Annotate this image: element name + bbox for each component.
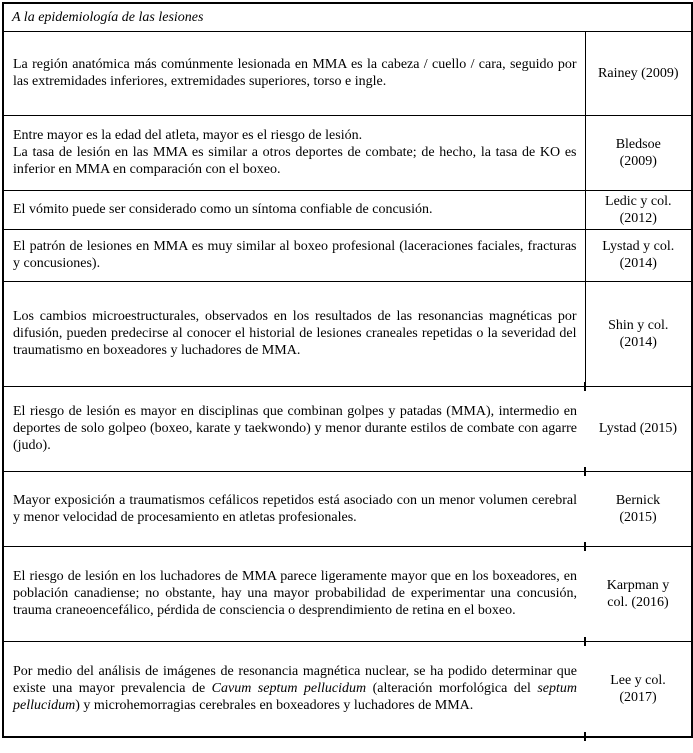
finding-text: El vómito puede ser considerado como un síntoma confiable de concusión. — [3, 190, 585, 229]
table-row — [3, 229, 692, 281]
table-section-header-row — [3, 3, 692, 31]
table-row — [3, 31, 692, 115]
reference-citation: Rainey (2009) — [585, 31, 692, 115]
reference-citation: Bledsoe (2009) — [585, 115, 692, 190]
finding-text: La región anatómica más comúnmente lesionada en MMA es la cabeza / cuello / cara, seguido por las extremidades inferiores, extremidades superiores, torso e ingle. — [3, 31, 585, 115]
finding-text: El riesgo de lesión en los luchadores de MMA parece ligeramente mayor que en los boxeadores, en población canadiense; no obstante, hay una mayor probabilidad de experimentar una concusión, trauma craneoencefálico, pérdida de consciencia o desprendimiento de retina en el boxeo. — [3, 546, 585, 641]
injury-epidemiology-table — [2, 2, 693, 738]
reference-citation: Karpman y col. (2016) — [585, 546, 692, 641]
table-row — [3, 281, 692, 386]
finding-text: Por medio del análisis de imágenes de resonancia magnética nuclear, se ha podido determinar que existe una mayor prevalencia de Cavum septum pellucidum (alteración morfológica del septum pellucidum) y microhemorragias cerebrales en boxeadores y luchadores de MMA. — [3, 641, 585, 737]
finding-text: El riesgo de lesión es mayor en disciplinas que combinan golpes y patadas (MMA), intermedio en deportes de solo golpeo (boxeo, karate y taekwondo) y menor durante estilos de combate con agarre (judo). — [3, 386, 585, 471]
reference-citation: Ledic y col. (2012) — [585, 190, 692, 229]
table-row — [3, 190, 692, 229]
reference-citation: Lee y col. (2017) — [585, 641, 692, 737]
table-row — [3, 386, 692, 471]
table-row — [3, 115, 692, 190]
finding-text: El patrón de lesiones en MMA es muy similar al boxeo profesional (laceraciones faciales, fracturas y concusiones). — [3, 229, 585, 281]
table-row — [3, 471, 692, 546]
reference-citation: Bernick (2015) — [585, 471, 692, 546]
table-row — [3, 546, 692, 641]
section-header: A la epidemiología de las lesiones — [12, 9, 204, 25]
finding-text: Mayor exposición a traumatismos cefálicos repetidos está asociado con un menor volumen cerebral y menor velocidad de procesamiento en atletas profesionales. — [3, 471, 585, 546]
table-row — [3, 641, 692, 737]
reference-citation: Shin y col. (2014) — [585, 281, 692, 386]
finding-text: Los cambios microestructurales, observados en los resultados de las resonancias magnéticas por difusión, pueden predecirse al conocer el historial de lesiones craneales repetidas o la severidad del traumatismo en boxeadores y luchadores de MMA. — [3, 281, 585, 386]
reference-citation: Lystad (2015) — [585, 386, 692, 471]
finding-text: Entre mayor es la edad del atleta, mayor es el riesgo de lesión. La tasa de lesión en las MMA es similar a otros deportes de combate; de hecho, la tasa de KO es inferior en MMA en comparación con el boxeo. — [3, 115, 585, 190]
reference-citation: Lystad y col. (2014) — [585, 229, 692, 281]
